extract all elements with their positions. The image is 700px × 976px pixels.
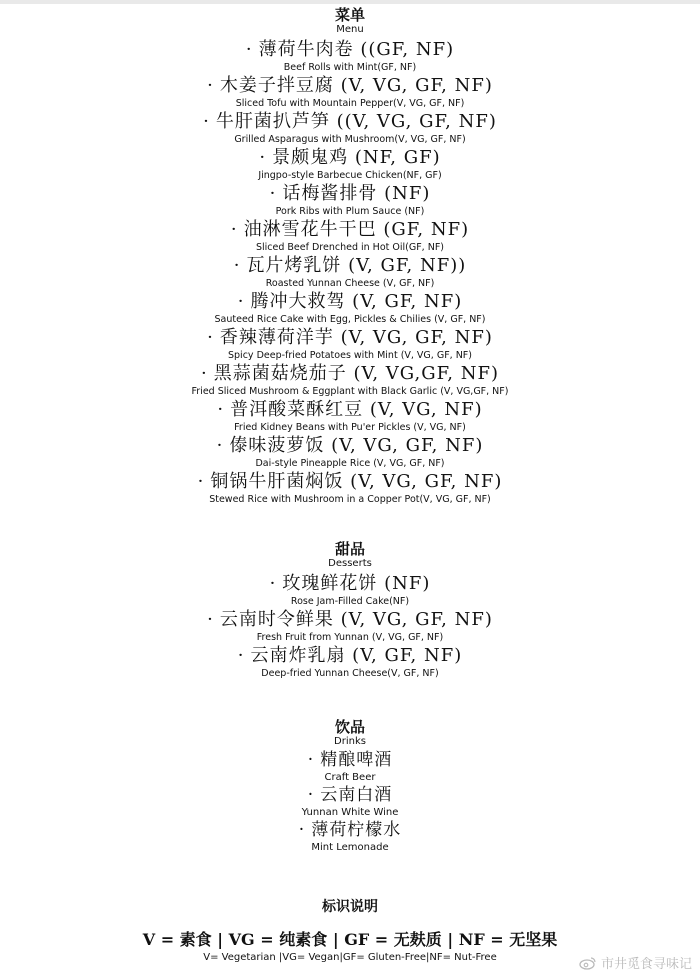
- menu-item-english: Jingpo-style Barbecue Chicken(NF, GF): [258, 170, 442, 181]
- bullet-icon: ·: [197, 471, 205, 492]
- menu-item-chinese-text: 油淋雪花牛干巴 (GF, NF): [243, 219, 470, 240]
- dessert-item-chinese-text: 玫瑰鲜花饼 (NF): [282, 573, 431, 594]
- dessert-item-english: Rose Jam-Filled Cake(NF): [290, 596, 410, 607]
- menu-item-chinese-text: 薄荷牛肉卷 ((GF, NF): [258, 39, 455, 60]
- watermark-text: 市井觅食寻味记: [600, 957, 692, 972]
- menu-item: [0, 218, 700, 254]
- bullet-icon: ·: [207, 75, 214, 96]
- dessert-item-chinese-text: 云南炸乳扇 (V, GF, NF): [250, 645, 463, 666]
- bullet-icon: ·: [245, 39, 253, 60]
- drink-item: [0, 750, 700, 785]
- menu-item-chinese: [0, 110, 700, 133]
- menu-item-chinese-text: 景颇鬼鸡 (NF, GF): [272, 147, 441, 168]
- menu-item: [0, 146, 700, 182]
- drink-item-english: Yunnan White Wine: [301, 807, 399, 818]
- menu-item-chinese-text: 香辣薄荷洋芋 (V, VG, GF, NF): [219, 327, 493, 348]
- drinks-title: 饮品: [334, 718, 365, 736]
- menu-item: [0, 362, 700, 398]
- menu-item: [0, 326, 700, 362]
- drink-item-chinese-text: 精酿啤酒: [320, 750, 393, 770]
- dessert-item: [0, 644, 700, 680]
- bullet-icon: ·: [233, 255, 241, 276]
- dessert-item-chinese: [0, 608, 700, 631]
- drink-item-chinese: [0, 820, 700, 841]
- menu-item-english: Fried Kidney Beans with Pu'er Pickles (V, VG, NF): [234, 422, 466, 433]
- menu-item-english: Grilled Asparagus with Mushroom(V, VG, GF, NF): [234, 134, 466, 145]
- menu-item: [0, 254, 700, 290]
- menu-item-chinese-text: 话梅酱排骨 (NF): [282, 183, 431, 204]
- menu-item-chinese: [0, 74, 700, 97]
- dessert-item-chinese: [0, 572, 700, 595]
- menu-item-english: Beef Rolls with Mint(GF, NF): [283, 62, 417, 73]
- menu-item-chinese: [0, 326, 700, 349]
- menu-item: [0, 182, 700, 218]
- drink-item: [0, 820, 700, 855]
- menu-item: [0, 470, 700, 506]
- dessert-item-chinese-text: 云南时令鲜果 (V, VG, GF, NF): [219, 609, 493, 630]
- bullet-icon: ·: [307, 785, 315, 805]
- drinks-section: [0, 718, 700, 855]
- menu-item: [0, 398, 700, 434]
- legend-english: V= Vegetarian |VG= Vegan|GF= Gluten-Free|NF= Nut-Free: [203, 952, 497, 963]
- menu-title: 菜单: [334, 6, 365, 24]
- bullet-icon: ·: [216, 435, 224, 456]
- menu-item-chinese-text: 铜锅牛肝菌焖饭 (V, VG, GF, NF): [210, 471, 503, 492]
- menu-item-english: Pork Ribs with Plum Sauce (NF): [275, 206, 425, 217]
- dessert-item-chinese: [0, 644, 700, 667]
- menu-item-chinese-text: 腾冲大救驾 (V, GF, NF): [250, 291, 463, 312]
- menu-section: [0, 6, 700, 506]
- menu-item-chinese: [0, 146, 700, 169]
- menu-subtitle: Menu: [336, 24, 364, 35]
- dessert-item-list: [0, 572, 700, 680]
- bullet-icon: ·: [237, 291, 245, 312]
- bullet-icon: ·: [207, 609, 214, 630]
- menu-item-list: [0, 38, 700, 506]
- bullet-icon: ·: [237, 645, 245, 666]
- legend-title: 标识说明: [322, 899, 378, 915]
- bullet-icon: ·: [298, 820, 306, 840]
- bullet-icon: ·: [203, 111, 210, 132]
- drink-item-chinese: [0, 785, 700, 806]
- menu-item-chinese: [0, 254, 700, 277]
- menu-item-english: Spicy Deep-fried Potatoes with Mint (V, VG, GF, NF): [228, 350, 472, 361]
- menu-item-english: Sliced Beef Drenched in Hot Oil(GF, NF): [255, 242, 444, 253]
- menu-item-chinese: [0, 470, 700, 493]
- drink-item-chinese: [0, 750, 700, 771]
- top-border: [0, 0, 700, 4]
- drink-item-english: Craft Beer: [324, 772, 376, 783]
- menu-item-chinese: [0, 398, 700, 421]
- drink-item-english: Mint Lemonade: [311, 842, 389, 853]
- bullet-icon: ·: [259, 147, 267, 168]
- menu-item-chinese: [0, 362, 700, 385]
- menu-item-english: Fried Sliced Mushroom & Eggplant with Black Garlic (V, VG,GF, NF): [191, 386, 509, 397]
- bullet-icon: ·: [269, 573, 277, 594]
- dessert-item-english: Deep-fried Yunnan Cheese(V, GF, NF): [261, 668, 439, 679]
- drink-item-chinese-text: 薄荷柠檬水: [311, 820, 402, 840]
- bullet-icon: ·: [200, 363, 208, 384]
- desserts-section: [0, 540, 700, 680]
- bullet-icon: ·: [207, 327, 214, 348]
- weibo-icon: [579, 956, 597, 970]
- desserts-title: 甜品: [334, 540, 365, 558]
- menu-item-chinese: [0, 434, 700, 457]
- menu-item-chinese-text: 普洱酸菜酥红豆 (V, VG, NF): [230, 399, 483, 420]
- drink-item-chinese-text: 云南白酒: [320, 785, 393, 805]
- bullet-icon: ·: [217, 399, 225, 420]
- dessert-item: [0, 608, 700, 644]
- menu-item-chinese: [0, 290, 700, 313]
- legend-chinese: V = 素食 | VG = 纯素食 | GF = 无麸质 | NF = 无坚果: [142, 930, 558, 949]
- menu-item: [0, 290, 700, 326]
- menu-item-english: Roasted Yunnan Cheese (V, GF, NF): [265, 278, 435, 289]
- drink-item-list: [0, 750, 700, 855]
- watermark: [579, 953, 692, 972]
- menu-item-chinese-text: 黑蒜菌菇烧茄子 (V, VG,GF, NF): [213, 363, 499, 384]
- menu-item: [0, 38, 700, 74]
- menu-item-chinese: [0, 218, 700, 241]
- menu-item-chinese-text: 牛肝菌扒芦笋 ((V, VG, GF, NF): [215, 111, 497, 132]
- menu-item-chinese-text: 傣味菠萝饭 (V, VG, GF, NF): [229, 435, 484, 456]
- menu-item-chinese: [0, 182, 700, 205]
- menu-item-chinese-text: 木姜子拌豆腐 (V, VG, GF, NF): [219, 75, 493, 96]
- menu-item-english: Dai-style Pineapple Rice (V, VG, GF, NF): [255, 458, 445, 469]
- dessert-item-english: Fresh Fruit from Yunnan (V, VG, GF, NF): [256, 632, 444, 643]
- desserts-subtitle: Desserts: [328, 558, 372, 569]
- bullet-icon: ·: [230, 219, 238, 240]
- menu-item: [0, 110, 700, 146]
- menu-item-chinese: [0, 38, 700, 61]
- bullet-icon: ·: [307, 750, 315, 770]
- menu-item-english: Sauteed Rice Cake with Egg, Pickles & Chilies (V, GF, NF): [214, 314, 486, 325]
- menu-item: [0, 434, 700, 470]
- dessert-item: [0, 572, 700, 608]
- menu-item-english: Stewed Rice with Mushroom in a Copper Pot(V, VG, GF, NF): [209, 494, 491, 505]
- bullet-icon: ·: [269, 183, 277, 204]
- menu-item: [0, 74, 700, 110]
- menu-item-english: Sliced Tofu with Mountain Pepper(V, VG, GF, NF): [235, 98, 465, 109]
- drinks-subtitle: Drinks: [334, 736, 366, 747]
- menu-item-chinese-text: 瓦片烤乳饼 (V, GF, NF)): [246, 255, 467, 276]
- drink-item: [0, 785, 700, 820]
